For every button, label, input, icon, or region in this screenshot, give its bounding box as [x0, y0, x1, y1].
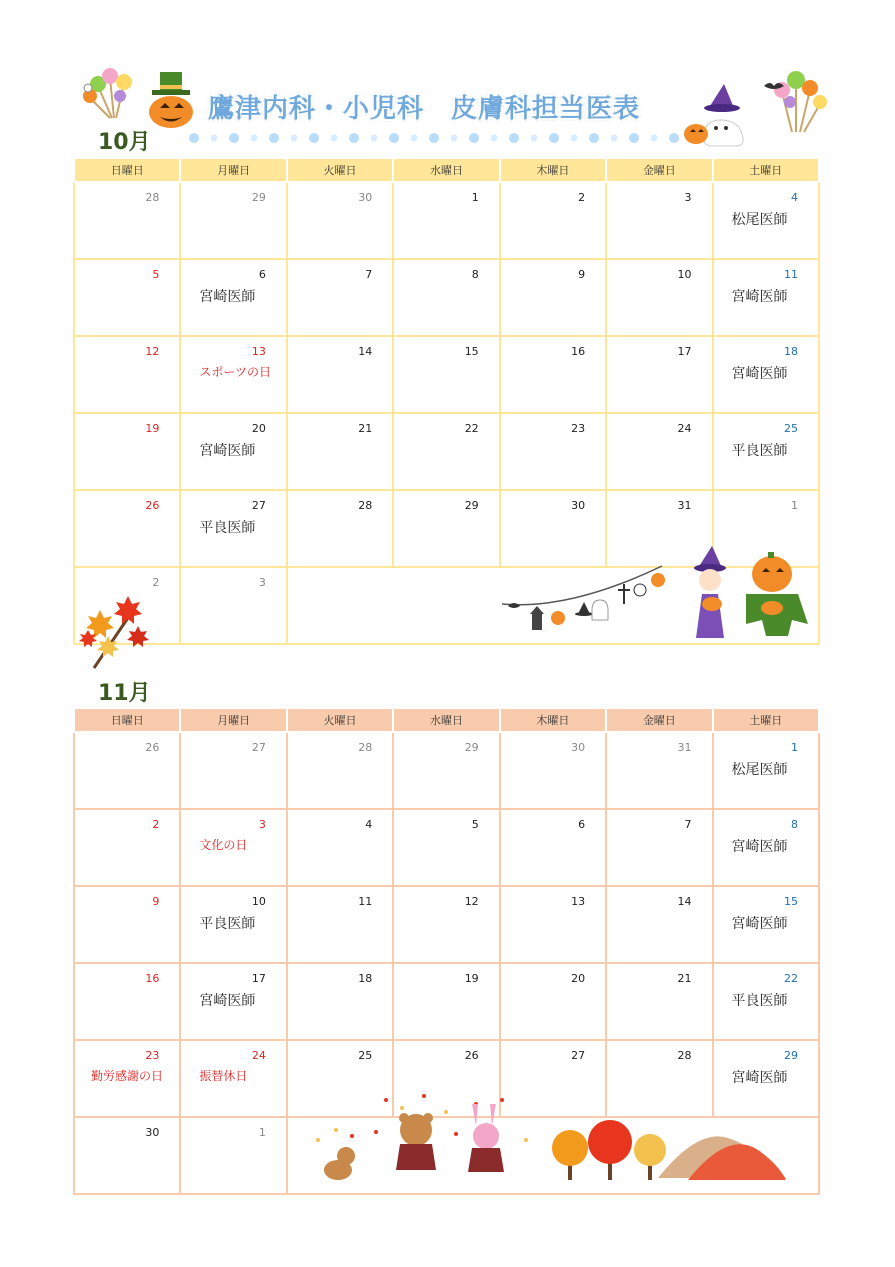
calendar-day-cell	[713, 963, 819, 1040]
calendar-day-cell	[393, 413, 499, 490]
calendar-day-cell	[500, 732, 606, 809]
calendar-day-cell	[287, 259, 393, 336]
day-number: 3	[258, 818, 266, 831]
calendar-week-row	[74, 336, 819, 413]
day-number: 23	[145, 1049, 160, 1062]
calendar-day-cell	[393, 259, 499, 336]
calendar-day-cell	[393, 963, 499, 1040]
day-number: 1	[791, 741, 798, 754]
calendar-day-cell	[74, 490, 180, 567]
weekday-header: 火曜日	[287, 158, 393, 182]
day-number: 29	[464, 499, 479, 512]
day-number: 7	[684, 818, 692, 831]
day-number: 17	[251, 972, 266, 985]
day-number: 29	[784, 1049, 798, 1062]
day-number: 14	[677, 895, 692, 908]
day-number: 4	[365, 818, 373, 831]
day-number: 8	[471, 268, 479, 281]
day-number: 19	[145, 422, 160, 435]
calendar-day-cell	[393, 182, 499, 259]
day-number: 21	[677, 972, 692, 985]
day-number: 30	[571, 499, 586, 512]
day-number: 6	[578, 818, 586, 831]
day-number: 26	[145, 499, 160, 512]
calendar-week-row	[74, 809, 819, 886]
calendar-day-cell	[713, 1040, 819, 1117]
doctor-name: 宮崎医師	[199, 443, 256, 459]
calendar-day-cell	[74, 809, 180, 886]
calendar-day-cell	[713, 259, 819, 336]
page-title: 鷹津内科・小児科 皮膚科担当医表	[208, 94, 641, 124]
calendar-day-cell	[713, 886, 819, 963]
day-number: 2	[152, 818, 160, 831]
day-number: 26	[145, 741, 160, 754]
calendar-day-cell	[74, 963, 180, 1040]
day-number: 15	[464, 345, 479, 358]
day-number: 2	[578, 191, 586, 204]
day-number: 5	[471, 818, 479, 831]
calendar-week-row	[74, 259, 819, 336]
calendar-day-cell	[713, 336, 819, 413]
autumn-trees-icon	[548, 1118, 788, 1184]
calendar-day-cell	[500, 809, 606, 886]
halloween-garland-icon	[500, 560, 670, 640]
calendar-week-row	[74, 413, 819, 490]
calendar-day-cell	[393, 336, 499, 413]
calendar-week-row	[74, 182, 819, 259]
calendar-day-cell	[74, 336, 180, 413]
day-number: 21	[358, 422, 373, 435]
calendar-week-row	[74, 732, 819, 809]
weekday-header: 日曜日	[74, 708, 180, 732]
calendar-day-cell	[606, 809, 712, 886]
day-number: 31	[677, 741, 692, 754]
calendar-day-cell	[713, 413, 819, 490]
day-number: 27	[251, 499, 266, 512]
weekday-header: 木曜日	[500, 708, 606, 732]
calendar-day-cell	[287, 809, 393, 886]
calendar-day-cell	[74, 259, 180, 336]
day-number: 18	[784, 345, 798, 358]
calendar-day-cell	[180, 182, 286, 259]
day-number: 9	[152, 895, 160, 908]
day-number: 1	[471, 191, 479, 204]
day-number: 16	[145, 972, 160, 985]
calendar-day-cell	[713, 182, 819, 259]
calendar-day-cell	[287, 886, 393, 963]
day-number: 19	[464, 972, 479, 985]
calendar-day-cell	[713, 809, 819, 886]
doctor-name: 宮崎医師	[731, 916, 788, 932]
doctor-name: 平良医師	[731, 993, 788, 1009]
day-number: 16	[571, 345, 586, 358]
calendar-day-cell	[180, 259, 286, 336]
day-number: 13	[571, 895, 586, 908]
day-number: 2	[152, 576, 160, 589]
holiday-label: 振替休日	[199, 1069, 248, 1083]
day-number: 28	[358, 741, 373, 754]
day-number: 3	[684, 191, 692, 204]
holiday-label: スポーツの日	[199, 365, 271, 379]
calendar-day-cell	[606, 259, 712, 336]
day-number: 28	[145, 191, 160, 204]
weekday-header: 水曜日	[393, 708, 499, 732]
calendar-day-cell	[606, 886, 712, 963]
day-number: 24	[677, 422, 692, 435]
day-number: 11	[784, 268, 798, 281]
calendar-day-cell	[180, 886, 286, 963]
calendar-day-cell	[287, 732, 393, 809]
doctor-name: 宮崎医師	[199, 993, 256, 1009]
calendar-day-cell	[393, 490, 499, 567]
weekday-header: 木曜日	[500, 158, 606, 182]
trick-or-treat-kids-icon	[688, 544, 812, 640]
day-number: 30	[571, 741, 586, 754]
day-number: 30	[358, 191, 373, 204]
day-number: 31	[677, 499, 692, 512]
day-number: 28	[677, 1049, 692, 1062]
calendar-day-cell	[500, 336, 606, 413]
day-number: 23	[571, 422, 586, 435]
calendar-day-cell	[606, 336, 712, 413]
calendar-day-cell	[606, 413, 712, 490]
day-number: 17	[677, 345, 692, 358]
calendar-day-cell	[500, 259, 606, 336]
day-number: 6	[258, 268, 266, 281]
day-number: 1	[258, 1126, 266, 1139]
day-number: 8	[791, 818, 798, 831]
day-number: 9	[578, 268, 586, 281]
doctor-name: 宮崎医師	[731, 839, 788, 855]
calendar-day-cell	[500, 963, 606, 1040]
autumn-animals-icon	[306, 1090, 536, 1190]
day-number: 29	[464, 741, 479, 754]
doctor-name: 宮崎医師	[731, 1070, 788, 1086]
weekday-header: 水曜日	[393, 158, 499, 182]
pumpkin-top-hat-icon	[146, 70, 196, 130]
calendar-day-cell	[74, 182, 180, 259]
day-number: 7	[365, 268, 373, 281]
calendar-day-cell	[287, 413, 393, 490]
day-number: 12	[145, 345, 160, 358]
month-label-october: 10月	[98, 130, 151, 155]
holiday-label: 文化の日	[199, 838, 248, 852]
day-number: 25	[358, 1049, 373, 1062]
calendar-day-cell	[74, 732, 180, 809]
weekday-header: 火曜日	[287, 708, 393, 732]
calendar-day-cell	[393, 809, 499, 886]
calendar-week-row	[74, 963, 819, 1040]
day-number: 28	[358, 499, 373, 512]
doctor-name: 平良医師	[199, 520, 256, 536]
day-number: 26	[464, 1049, 479, 1062]
calendar-day-cell	[74, 886, 180, 963]
doctor-name: 宮崎医師	[731, 366, 788, 382]
day-number: 27	[571, 1049, 586, 1062]
doctor-name: 宮崎医師	[731, 289, 788, 305]
calendar-day-cell	[180, 809, 286, 886]
calendar-day-cell	[74, 1117, 180, 1194]
calendar-day-cell	[500, 886, 606, 963]
calendar-day-cell	[606, 963, 712, 1040]
day-number: 27	[251, 741, 266, 754]
calendar-day-cell	[500, 490, 606, 567]
doctor-name: 松尾医師	[731, 762, 788, 778]
day-number: 14	[358, 345, 373, 358]
doctor-name: 平良医師	[199, 916, 256, 932]
month-label-november: 11月	[98, 681, 151, 706]
calendar-day-cell	[180, 567, 286, 644]
day-number: 18	[358, 972, 373, 985]
calendar-day-cell	[606, 182, 712, 259]
calendar-day-cell	[180, 413, 286, 490]
day-number: 13	[251, 345, 266, 358]
calendar-day-cell	[287, 490, 393, 567]
calendar-day-cell	[500, 182, 606, 259]
calendar-day-cell	[606, 732, 712, 809]
day-number: 11	[358, 895, 373, 908]
ghost-witch-hat-icon	[680, 80, 760, 148]
day-number: 29	[251, 191, 266, 204]
weekday-header: 月曜日	[180, 708, 286, 732]
day-number: 10	[251, 895, 266, 908]
weekday-header: 月曜日	[180, 158, 286, 182]
day-number: 12	[464, 895, 479, 908]
calendar-day-cell	[74, 413, 180, 490]
calendar-day-cell	[287, 963, 393, 1040]
calendar-day-cell	[180, 732, 286, 809]
calendar-day-cell	[180, 336, 286, 413]
weekday-header: 土曜日	[713, 708, 819, 732]
day-number: 22	[784, 972, 798, 985]
day-number: 10	[677, 268, 692, 281]
doctor-name: 平良医師	[731, 443, 788, 459]
day-number: 20	[251, 422, 266, 435]
calendar-day-cell	[606, 1040, 712, 1117]
day-number: 1	[791, 499, 798, 512]
maple-branch-icon	[78, 586, 160, 672]
calendar-day-cell	[287, 336, 393, 413]
calendar-day-cell	[713, 732, 819, 809]
calendar-week-row	[74, 886, 819, 963]
doctor-name: 宮崎医師	[199, 289, 256, 305]
day-number: 22	[464, 422, 479, 435]
doctor-name: 松尾医師	[731, 212, 788, 228]
day-number: 25	[784, 422, 798, 435]
day-number: 5	[152, 268, 160, 281]
weekday-header: 金曜日	[606, 708, 712, 732]
calendar-day-cell	[180, 1117, 286, 1194]
calendar-day-cell	[393, 886, 499, 963]
calendar-day-cell	[180, 1040, 286, 1117]
dotted-divider	[188, 132, 688, 144]
calendar-day-cell	[287, 182, 393, 259]
calendar-day-cell	[393, 732, 499, 809]
day-number: 20	[571, 972, 586, 985]
calendar-day-cell	[74, 1040, 180, 1117]
day-number: 30	[145, 1126, 160, 1139]
weekday-header: 金曜日	[606, 158, 712, 182]
lollipop-cluster-icon	[762, 66, 830, 136]
calendar-day-cell	[180, 490, 286, 567]
day-number: 3	[258, 576, 266, 589]
holiday-label: 勤労感謝の日	[91, 1069, 164, 1083]
weekday-header: 土曜日	[713, 158, 819, 182]
day-number: 4	[791, 191, 798, 204]
calendar-day-cell	[180, 963, 286, 1040]
weekday-header: 日曜日	[74, 158, 180, 182]
lollipop-cluster-icon	[78, 64, 140, 122]
calendar-day-cell	[500, 413, 606, 490]
day-number: 15	[784, 895, 798, 908]
day-number: 24	[251, 1049, 266, 1062]
